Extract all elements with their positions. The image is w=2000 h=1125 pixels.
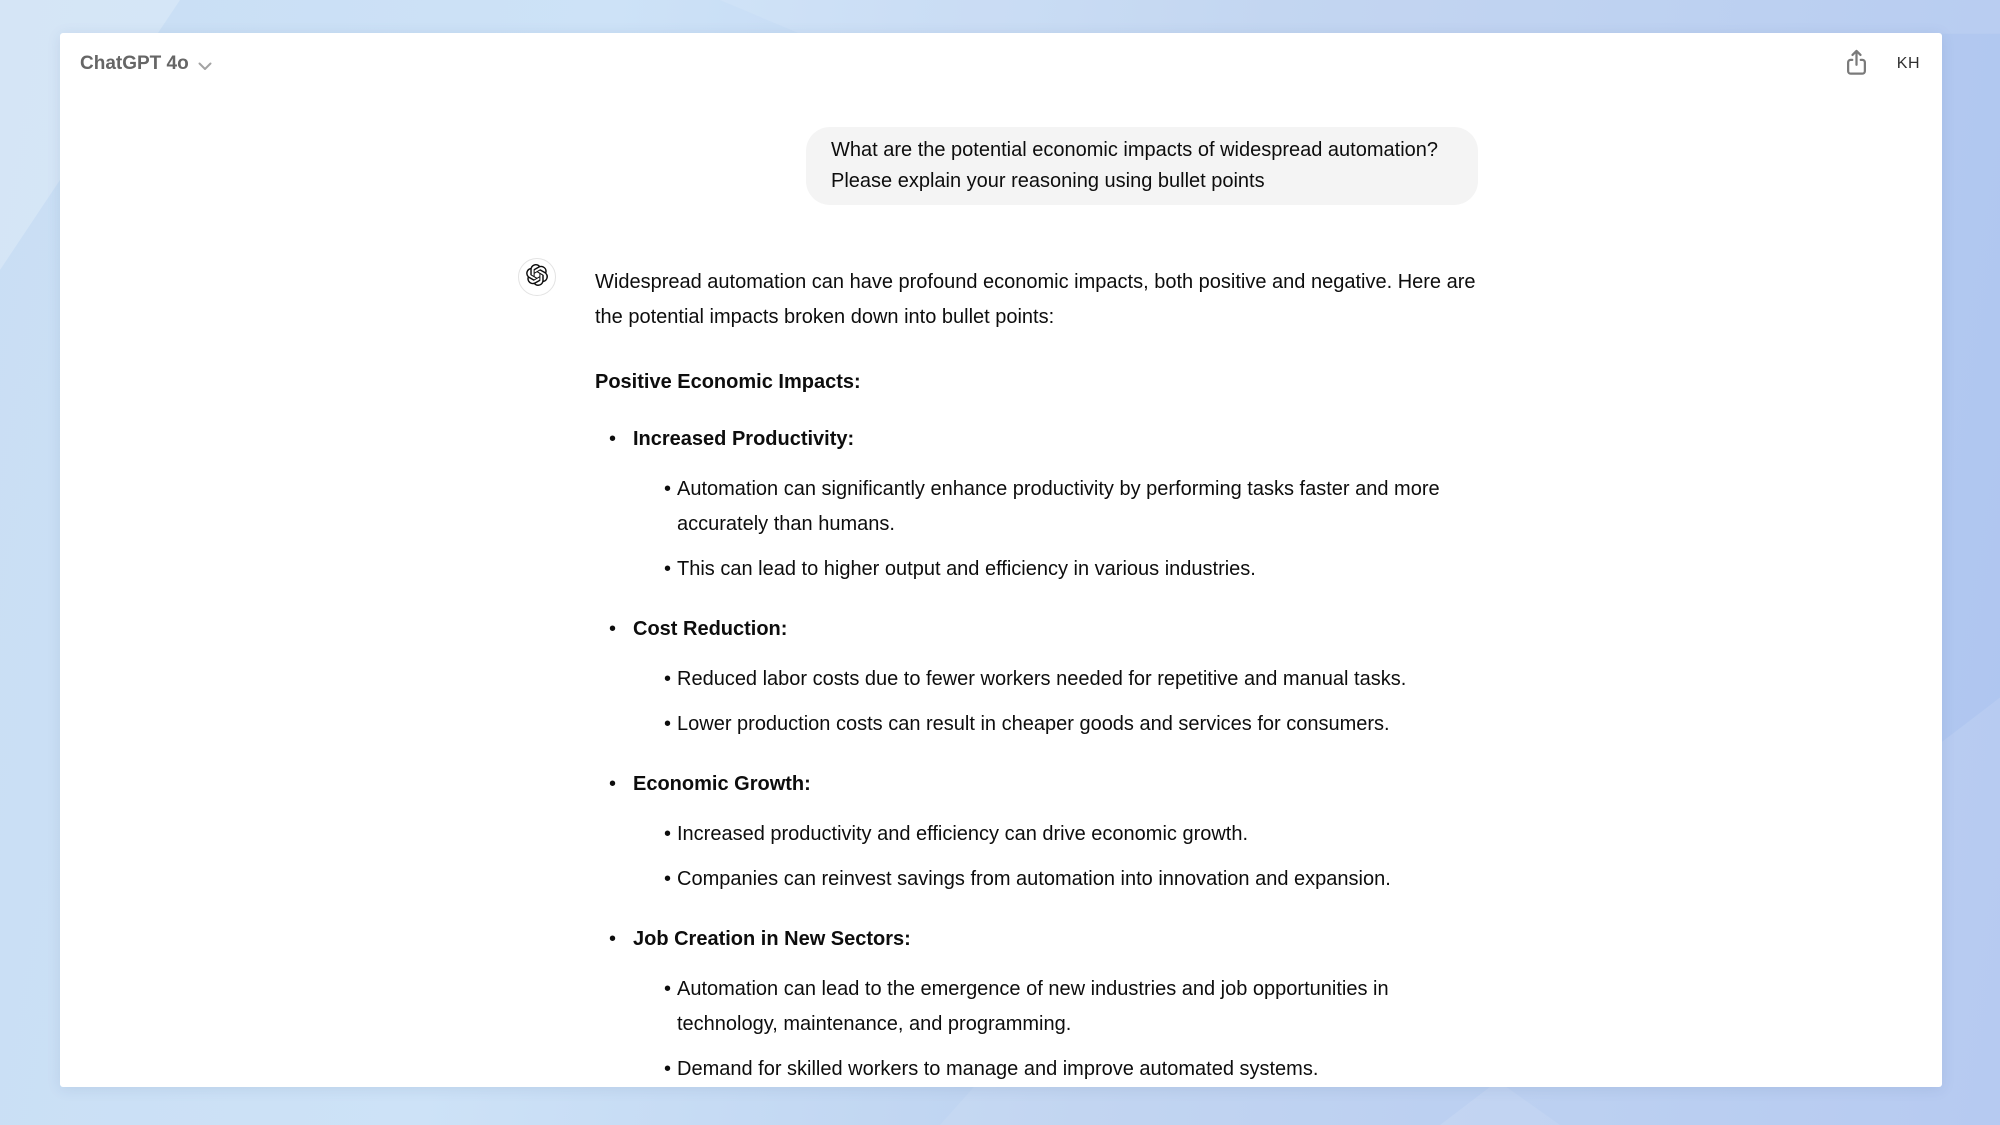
sub-list	[633, 972, 1478, 1087]
list-item-title: Economic Growth:	[633, 773, 811, 795]
sub-list-item: • Demand for skilled workers to manage and improve automated systems.	[633, 1052, 1478, 1087]
list-item	[595, 767, 1478, 897]
impact-list	[595, 422, 1478, 1087]
assistant-intro-paragraph: Widespread automation can have profound economic impacts, both positive and negative. Here are the potential impacts broken down into bullet points:	[595, 271, 1476, 328]
list-item	[595, 422, 1478, 587]
user-avatar[interactable]: KH	[1896, 55, 1920, 72]
share-button[interactable]	[1843, 48, 1870, 80]
model-switcher[interactable]	[80, 52, 212, 77]
list-item	[595, 612, 1478, 742]
chat-header	[60, 33, 1942, 95]
share-icon	[1843, 48, 1870, 80]
model-label: ChatGPT 4o	[80, 53, 189, 74]
sub-list-item: • This can lead to higher output and efficiency in various industries.	[633, 552, 1478, 587]
header-actions	[1843, 48, 1920, 80]
sub-list	[633, 817, 1478, 897]
sub-list-item: • Companies can reinvest savings from automation into innovation and expansion.	[633, 862, 1478, 897]
sub-list-item: • Reduced labor costs due to fewer workers needed for repetitive and manual tasks.	[633, 662, 1478, 697]
sub-list	[633, 472, 1478, 587]
list-item-title: Increased Productivity:	[633, 428, 855, 450]
sub-list	[633, 662, 1478, 742]
sub-list-item: • Automation can significantly enhance productivity by performing tasks faster and more accurately than humans.	[633, 472, 1478, 542]
sub-list-item: • Increased productivity and efficiency can drive economic growth.	[633, 817, 1478, 852]
section-heading: Positive Economic Impacts:	[595, 371, 861, 393]
sub-list-item: • Automation can lead to the emergence of new industries and job opportunities in technology, maintenance, and programming.	[633, 972, 1478, 1042]
assistant-avatar	[518, 258, 556, 296]
chevron-down-icon	[198, 55, 212, 77]
user-message-row	[595, 127, 1478, 205]
sub-list-item: • Lower production costs can result in cheaper goods and services for consumers.	[633, 707, 1478, 742]
assistant-message-row	[595, 265, 1478, 1087]
chatgpt-window	[60, 33, 1942, 1087]
list-item-title: Job Creation in New Sectors:	[633, 928, 911, 950]
assistant-message-content	[595, 265, 1478, 1087]
list-item	[595, 922, 1478, 1087]
list-item-title: Cost Reduction:	[633, 618, 788, 640]
chat-thread	[595, 127, 1478, 1087]
openai-logo-icon	[526, 264, 548, 291]
user-message-bubble: What are the potential economic impacts of widespread automation? Please explain your reasoning using bullet points	[806, 127, 1478, 205]
